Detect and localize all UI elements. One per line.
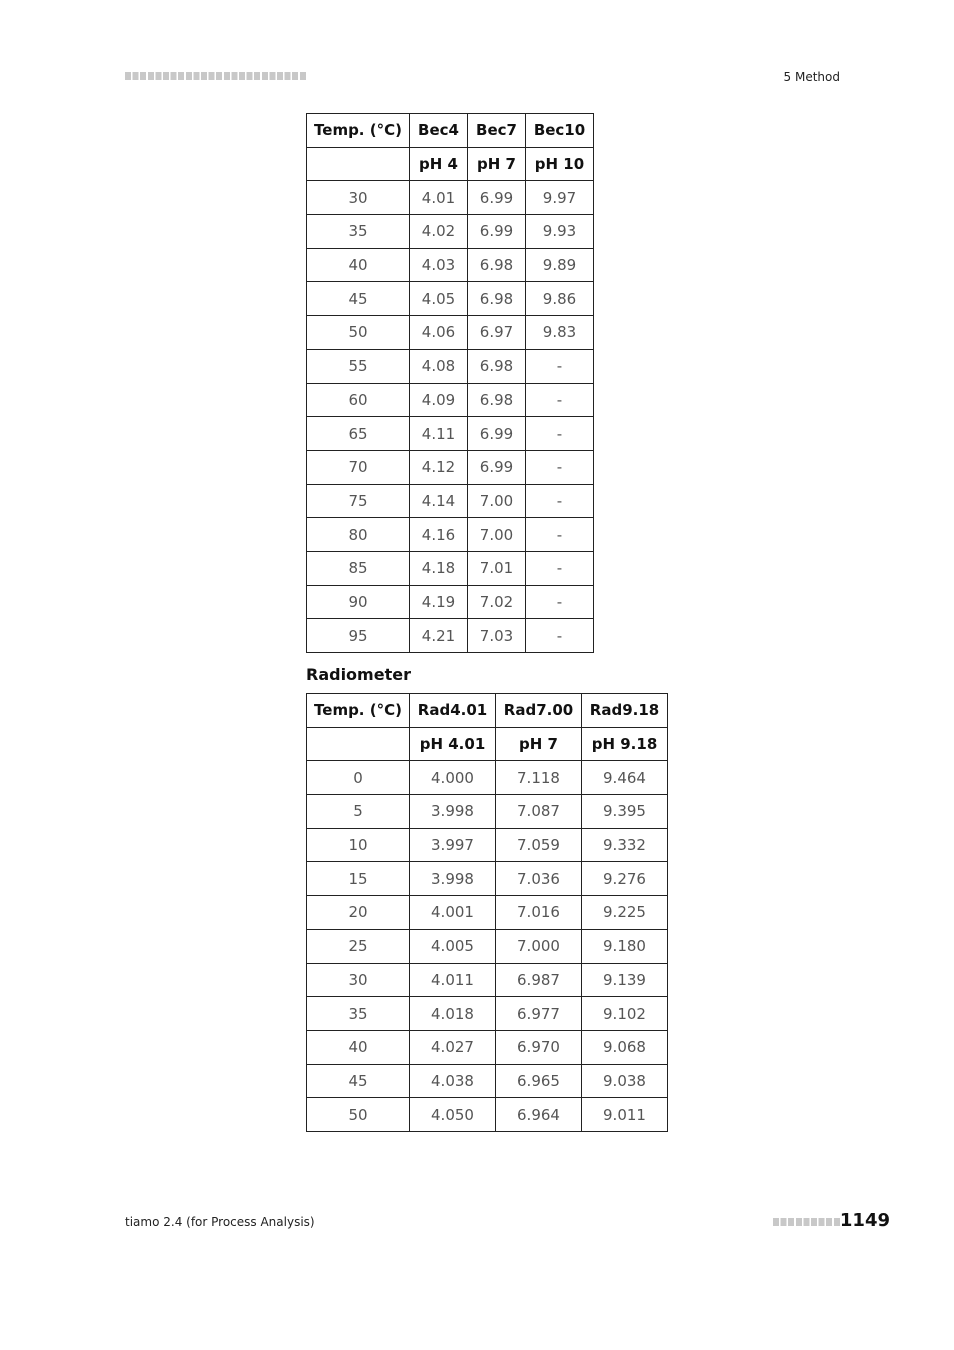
table-cell: 85 bbox=[307, 551, 410, 585]
table-cell: 95 bbox=[307, 619, 410, 653]
table-row bbox=[307, 828, 668, 862]
table-cell: - bbox=[526, 619, 594, 653]
table-cell: 9.068 bbox=[582, 1030, 668, 1064]
table-cell: 9.102 bbox=[582, 997, 668, 1031]
table-cell: 6.99 bbox=[468, 417, 526, 451]
table-cell: 80 bbox=[307, 518, 410, 552]
column-header: Bec10 bbox=[526, 114, 594, 148]
page-number: 1149 bbox=[839, 1210, 890, 1231]
table-cell: 4.09 bbox=[410, 383, 468, 417]
table-cell: 50 bbox=[307, 316, 410, 350]
column-header: pH 10 bbox=[526, 147, 594, 181]
table-header bbox=[307, 114, 594, 181]
table-row bbox=[307, 215, 594, 249]
table-cell: 4.03 bbox=[410, 248, 468, 282]
table-cell: 7.016 bbox=[496, 896, 582, 930]
column-header: Rad4.01 bbox=[410, 694, 496, 728]
chapter-title: 5 Method bbox=[783, 70, 840, 84]
column-header: Temp. (°C) bbox=[307, 694, 410, 728]
table-cell: 4.01 bbox=[410, 181, 468, 215]
table-cell: 75 bbox=[307, 484, 410, 518]
table-cell: 90 bbox=[307, 585, 410, 619]
column-header: Temp. (°C) bbox=[307, 114, 410, 148]
table-cell: 30 bbox=[307, 181, 410, 215]
table-row bbox=[307, 761, 668, 795]
table-row bbox=[307, 316, 594, 350]
table-cell: 3.998 bbox=[410, 795, 496, 829]
table-cell: - bbox=[526, 518, 594, 552]
table-cell: 6.965 bbox=[496, 1064, 582, 1098]
column-header: pH 4.01 bbox=[410, 727, 496, 761]
column-header: Rad9.18 bbox=[582, 694, 668, 728]
table-row bbox=[307, 1030, 668, 1064]
table-cell: 4.12 bbox=[410, 450, 468, 484]
column-header: pH 7 bbox=[496, 727, 582, 761]
table-cell: 7.02 bbox=[468, 585, 526, 619]
table-cell: 40 bbox=[307, 1030, 410, 1064]
table-cell: 9.464 bbox=[582, 761, 668, 795]
table-row bbox=[307, 484, 594, 518]
column-header: Bec7 bbox=[468, 114, 526, 148]
table-cell: 4.19 bbox=[410, 585, 468, 619]
table-cell: 9.332 bbox=[582, 828, 668, 862]
table-cell: 65 bbox=[307, 417, 410, 451]
column-header: Rad7.00 bbox=[496, 694, 582, 728]
table-cell: 0 bbox=[307, 761, 410, 795]
column-header: Bec4 bbox=[410, 114, 468, 148]
table-cell: 6.98 bbox=[468, 383, 526, 417]
table-cell: 4.005 bbox=[410, 929, 496, 963]
table-cell: 10 bbox=[307, 828, 410, 862]
table-cell: 4.14 bbox=[410, 484, 468, 518]
table-cell: 4.018 bbox=[410, 997, 496, 1031]
column-header bbox=[307, 727, 410, 761]
table-row bbox=[307, 929, 668, 963]
header-decoration bbox=[125, 72, 307, 80]
table-cell: 55 bbox=[307, 349, 410, 383]
header-row bbox=[307, 114, 594, 148]
column-header: pH 4 bbox=[410, 147, 468, 181]
table-row bbox=[307, 417, 594, 451]
table-row bbox=[307, 619, 594, 653]
table-cell: - bbox=[526, 484, 594, 518]
table-cell: 6.964 bbox=[496, 1098, 582, 1132]
table-row bbox=[307, 349, 594, 383]
table-cell: - bbox=[526, 349, 594, 383]
table-row bbox=[307, 862, 668, 896]
table-cell: 3.997 bbox=[410, 828, 496, 862]
table-cell: 40 bbox=[307, 248, 410, 282]
table-cell: 9.97 bbox=[526, 181, 594, 215]
table-row bbox=[307, 795, 668, 829]
table-cell: 4.21 bbox=[410, 619, 468, 653]
table-cell: 7.087 bbox=[496, 795, 582, 829]
table-row bbox=[307, 963, 668, 997]
table-cell: 4.16 bbox=[410, 518, 468, 552]
table-cell: 7.01 bbox=[468, 551, 526, 585]
table-row bbox=[307, 551, 594, 585]
table-cell: 4.08 bbox=[410, 349, 468, 383]
table-cell: 35 bbox=[307, 215, 410, 249]
table-cell: 45 bbox=[307, 282, 410, 316]
table-row bbox=[307, 1098, 668, 1132]
table-cell: - bbox=[526, 383, 594, 417]
table-cell: 4.18 bbox=[410, 551, 468, 585]
table-row bbox=[307, 896, 668, 930]
column-header: pH 9.18 bbox=[582, 727, 668, 761]
table-cell: 3.998 bbox=[410, 862, 496, 896]
table-cell: 7.118 bbox=[496, 761, 582, 795]
table-cell: 6.99 bbox=[468, 450, 526, 484]
table-cell: - bbox=[526, 450, 594, 484]
table-cell: 25 bbox=[307, 929, 410, 963]
table-row bbox=[307, 518, 594, 552]
table-cell: - bbox=[526, 417, 594, 451]
table-row bbox=[307, 997, 668, 1031]
table-row bbox=[307, 282, 594, 316]
table-cell: 7.000 bbox=[496, 929, 582, 963]
table-header bbox=[307, 694, 668, 761]
radiometer-buffer-table bbox=[306, 693, 668, 1132]
table-row bbox=[307, 248, 594, 282]
table-cell: 6.98 bbox=[468, 248, 526, 282]
bec-buffer-table bbox=[306, 113, 594, 653]
table-cell: 15 bbox=[307, 862, 410, 896]
table-cell: 6.99 bbox=[468, 215, 526, 249]
table-cell: 6.99 bbox=[468, 181, 526, 215]
table-cell: 50 bbox=[307, 1098, 410, 1132]
table-row bbox=[307, 585, 594, 619]
table-cell: 9.83 bbox=[526, 316, 594, 350]
table-cell: 20 bbox=[307, 896, 410, 930]
table-cell: 9.225 bbox=[582, 896, 668, 930]
table-cell: 4.038 bbox=[410, 1064, 496, 1098]
table-cell: 60 bbox=[307, 383, 410, 417]
table-cell: 9.86 bbox=[526, 282, 594, 316]
table-cell: 6.98 bbox=[468, 282, 526, 316]
column-header: pH 7 bbox=[468, 147, 526, 181]
table-cell: 9.011 bbox=[582, 1098, 668, 1132]
table-cell: 4.11 bbox=[410, 417, 468, 451]
subheader-row bbox=[307, 727, 668, 761]
table-cell: 35 bbox=[307, 997, 410, 1031]
table-cell: 9.038 bbox=[582, 1064, 668, 1098]
table-cell: 9.395 bbox=[582, 795, 668, 829]
table-cell: 4.027 bbox=[410, 1030, 496, 1064]
table-cell: 4.02 bbox=[410, 215, 468, 249]
table-cell: - bbox=[526, 585, 594, 619]
table-cell: 9.93 bbox=[526, 215, 594, 249]
footer-decoration bbox=[773, 1218, 840, 1226]
table-cell: 4.06 bbox=[410, 316, 468, 350]
table-cell: 9.180 bbox=[582, 929, 668, 963]
table-cell: 4.05 bbox=[410, 282, 468, 316]
table-body bbox=[307, 181, 594, 653]
table-cell: - bbox=[526, 551, 594, 585]
table-body bbox=[307, 761, 668, 1132]
table-cell: 7.036 bbox=[496, 862, 582, 896]
table-cell: 7.00 bbox=[468, 484, 526, 518]
table-cell: 45 bbox=[307, 1064, 410, 1098]
section-title-radiometer: Radiometer bbox=[306, 665, 411, 684]
subheader-row bbox=[307, 147, 594, 181]
table-cell: 9.89 bbox=[526, 248, 594, 282]
column-header bbox=[307, 147, 410, 181]
table-cell: 30 bbox=[307, 963, 410, 997]
table-cell: 7.059 bbox=[496, 828, 582, 862]
table-row bbox=[307, 383, 594, 417]
table-row bbox=[307, 450, 594, 484]
table-cell: 7.03 bbox=[468, 619, 526, 653]
table-cell: 4.050 bbox=[410, 1098, 496, 1132]
table-row bbox=[307, 1064, 668, 1098]
table-cell: 9.139 bbox=[582, 963, 668, 997]
table-cell: 6.97 bbox=[468, 316, 526, 350]
table-cell: 5 bbox=[307, 795, 410, 829]
table-cell: 4.000 bbox=[410, 761, 496, 795]
table-cell: 6.970 bbox=[496, 1030, 582, 1064]
table-cell: 4.011 bbox=[410, 963, 496, 997]
header-row bbox=[307, 694, 668, 728]
table-cell: 70 bbox=[307, 450, 410, 484]
table-cell: 6.977 bbox=[496, 997, 582, 1031]
table-cell: 9.276 bbox=[582, 862, 668, 896]
table-cell: 4.001 bbox=[410, 896, 496, 930]
footer-product: tiamo 2.4 (for Process Analysis) bbox=[125, 1215, 315, 1229]
table-cell: 6.98 bbox=[468, 349, 526, 383]
table-cell: 7.00 bbox=[468, 518, 526, 552]
table-cell: 6.987 bbox=[496, 963, 582, 997]
table-row bbox=[307, 181, 594, 215]
